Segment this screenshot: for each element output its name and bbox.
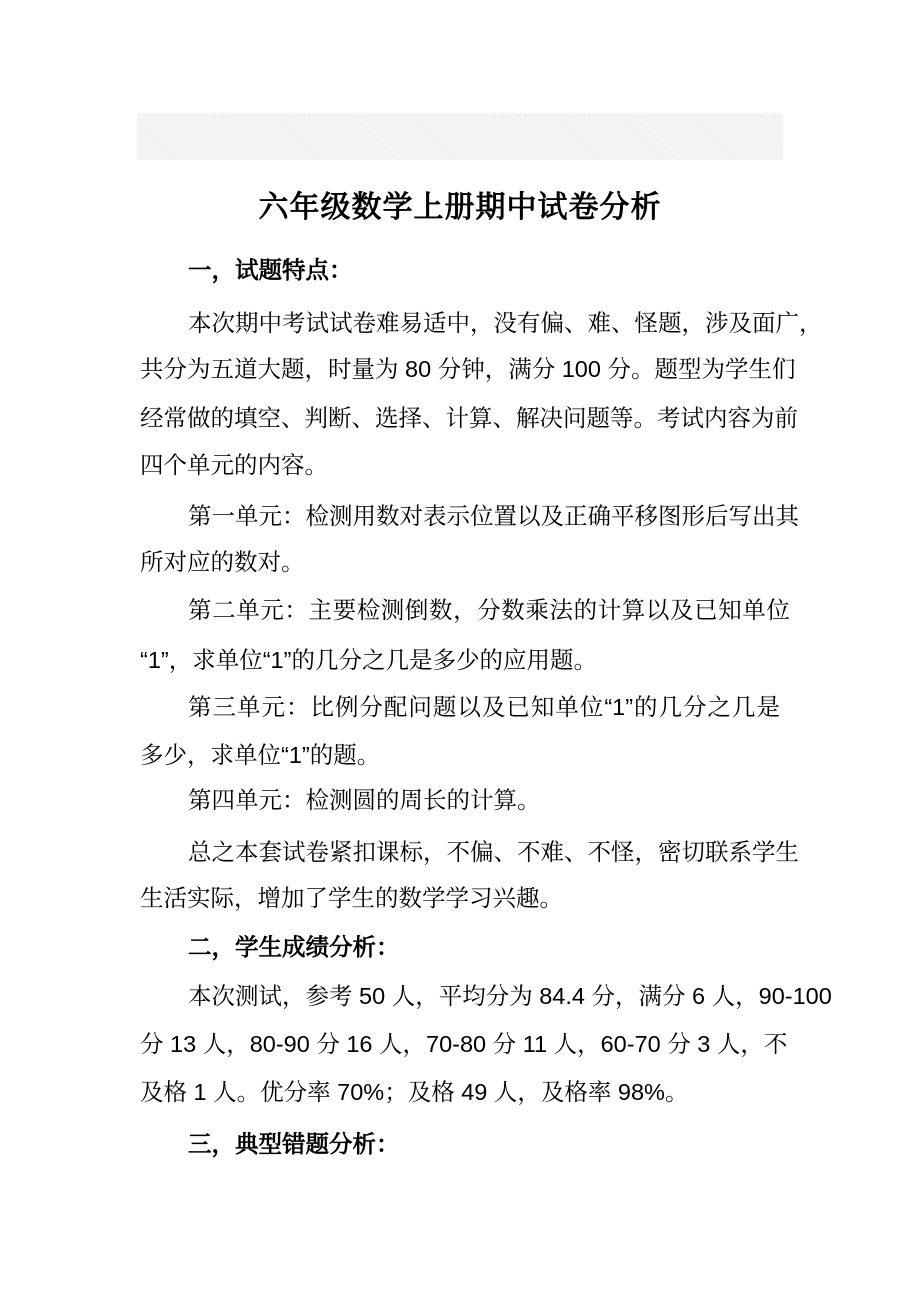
- section-heading: 一，试题特点：: [188, 257, 353, 283]
- paragraph-line: 四个单元的内容。: [140, 452, 328, 478]
- document-title: 六年级数学上册期中试卷分析: [258, 191, 662, 224]
- paragraph-line: 本次期中考试试卷难易适中，没有偏、难、怪题，涉及面广，: [188, 310, 823, 336]
- paragraph-line: 共分为五道大题，时量为 80 分钟，满分 100 分。题型为学生们: [140, 356, 796, 382]
- section-heading: 三，典型错题分析：: [188, 1131, 400, 1157]
- paragraph-line: 第二单元：主要检测倒数，分数乘法的计算以及已知单位: [188, 597, 791, 623]
- paragraph-line: 所对应的数对。: [140, 549, 305, 575]
- paragraph-line: 经常做的填空、判断、选择、计算、解决问题等。考试内容为前: [140, 405, 798, 431]
- paragraph-line: 本次测试，参考 50 人，平均分为 84.4 分，满分 6 人，90-100: [188, 983, 832, 1009]
- paragraph-line: 生活实际，增加了学生的数学学习兴趣。: [140, 885, 563, 911]
- paragraph-line: 第三单元：比例分配问题以及已知单位“1”的几分之几是: [188, 694, 780, 720]
- section-heading: 二，学生成绩分析：: [188, 934, 400, 960]
- header-band: [137, 113, 783, 160]
- paragraph-line: 分 13 人，80-90 分 16 人，70-80 分 11 人，60-70 分 3 人，不: [140, 1031, 788, 1057]
- paragraph-line: 第四单元：检测圆的周长的计算。: [188, 787, 541, 813]
- paragraph-line: 总之本套试卷紧扣课标，不偏、不难、不怪，密切联系学生: [188, 839, 799, 865]
- paragraph-line: 及格 1 人。优分率 70%；及格 49 人，及格率 98%。: [140, 1079, 689, 1105]
- paragraph-line: 多少，求单位“1”的题。: [140, 742, 381, 768]
- paragraph-line: “1”，求单位“1”的几分之几是多少的应用题。: [140, 647, 597, 673]
- paragraph-line: 第一单元：检测用数对表示位置以及正确平移图形后写出其: [188, 503, 799, 529]
